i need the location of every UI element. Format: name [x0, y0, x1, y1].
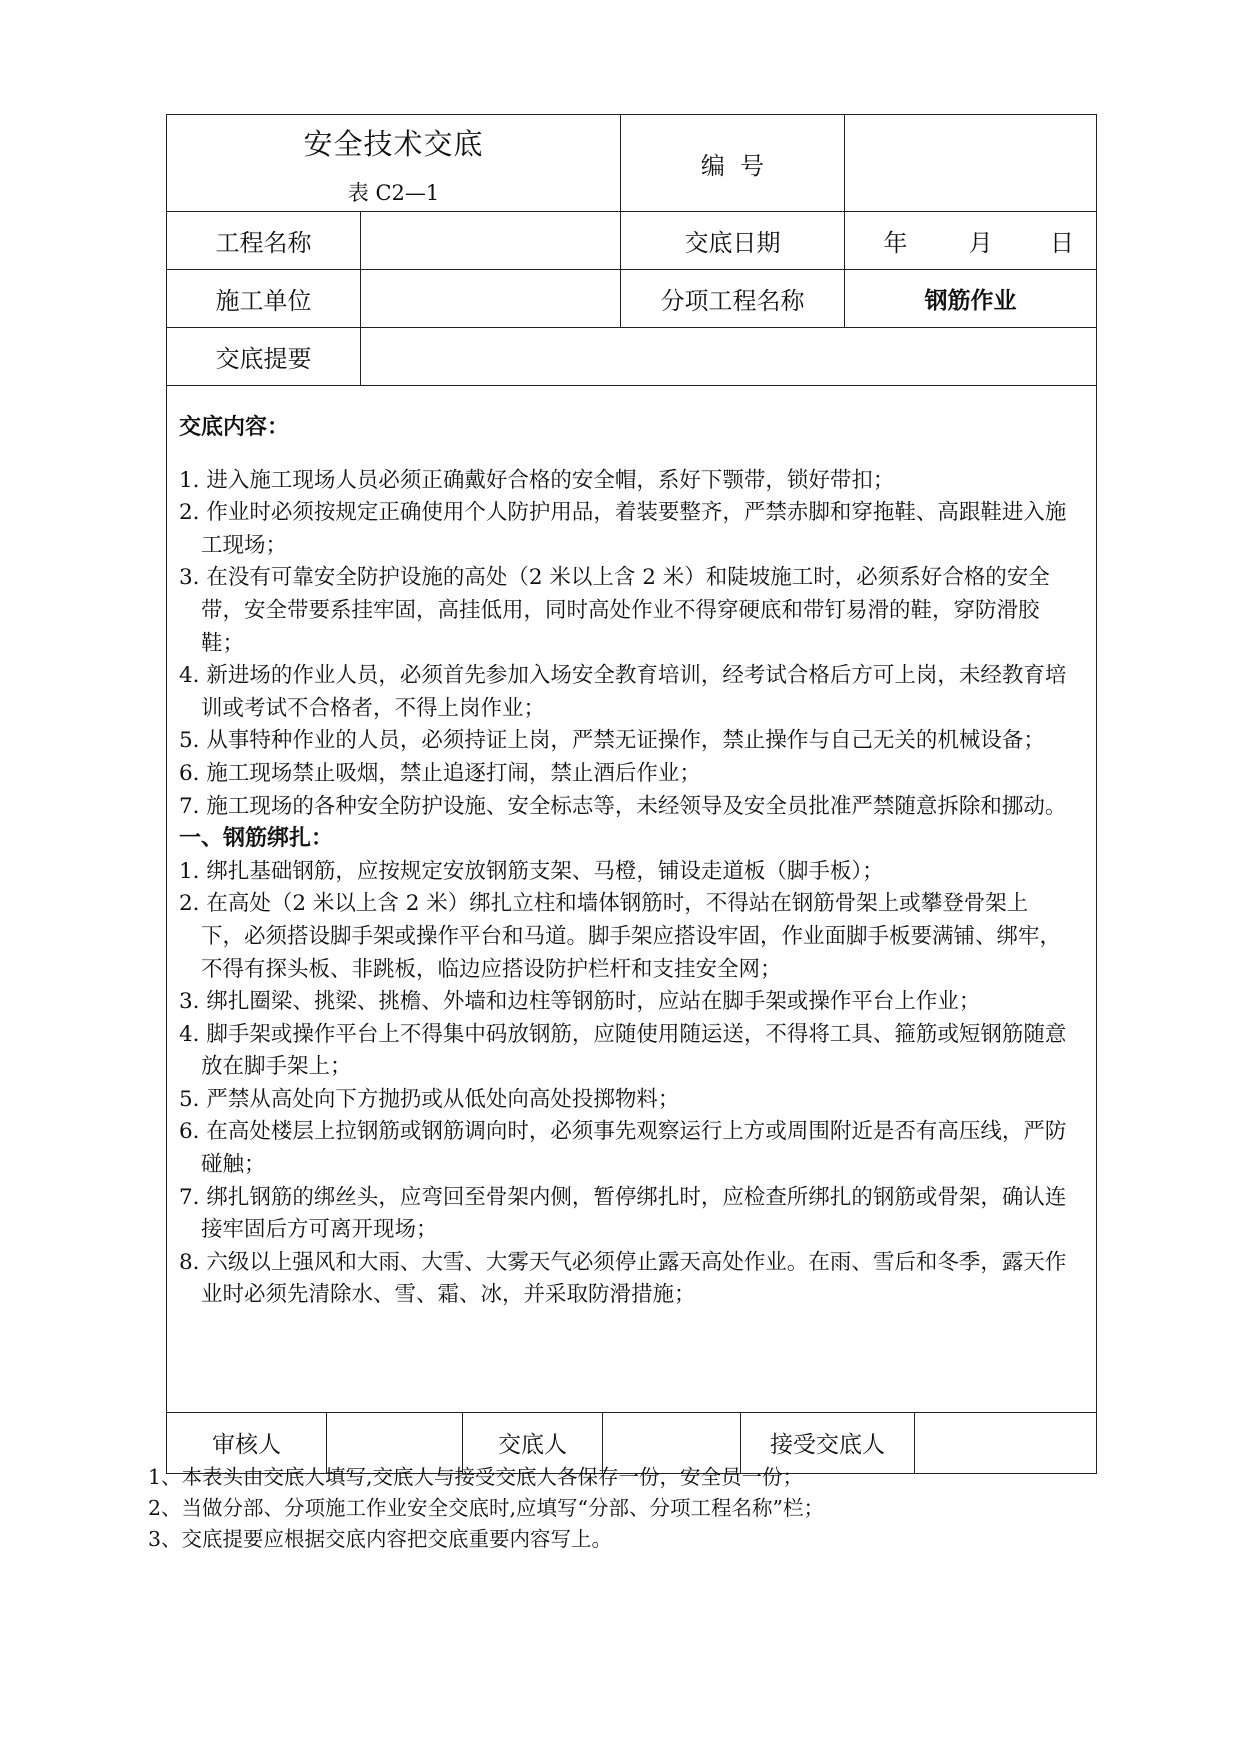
- number-label: 编 号: [621, 115, 845, 212]
- list-item: 6. 施工现场禁止吸烟，禁止追逐打闹，禁止酒后作业；: [179, 760, 701, 786]
- discloser-label: 交底人: [463, 1412, 603, 1473]
- footnote: 3、交底提要应根据交底内容把交底重要内容写上。: [148, 1527, 613, 1551]
- list-item: 7. 绑扎钢筋的绑丝头，应弯回至骨架内侧，暂停绑扎时，应检查所绑扎的钢筋或骨架，确认连接牢固后方可离开现场；: [179, 1184, 1067, 1243]
- date-label: 交底日期: [621, 212, 845, 270]
- contractor-label: 施工单位: [167, 270, 361, 328]
- footnotes: [148, 1462, 824, 1555]
- receiver-label: 接受交底人: [741, 1412, 915, 1473]
- list-item: 8. 六级以上强风和大雨、大雪、大雾天气必须停止露天高处作业。在雨、雪后和冬季，露天作业时必须先清除水、雪、霜、冰，并采取防滑措施；: [179, 1249, 1067, 1308]
- footnote: 2、当做分部、分项施工作业安全交底时,应填写“分部、分项工程名称”栏；: [148, 1496, 825, 1520]
- list-item: 4. 新进场的作业人员，必须首先参加入场安全教育培训，经考试合格后方可上岗，未经教育培训或考试不合格者，不得上岗作业；: [179, 663, 1067, 721]
- form-code: 表 C2—1: [347, 180, 440, 205]
- list-item: 2. 在高处（2 米以上含 2 米）绑扎立柱和墙体钢筋时，不得站在钢筋骨架上或攀登骨架上下，必须搭设脚手架或操作平台和马道。脚手架应搭设牢固，作业面脚手板要满铺、绑牢，不得有探头板、非跳板，临边应搭设防护栏杆和支挂安全网；: [179, 891, 1062, 982]
- title-cell: [167, 115, 621, 212]
- list-item: 4. 脚手架或操作平台上不得集中码放钢筋，应随使用随运送，不得将工具、箍筋或短钢筋随意放在脚手架上；: [179, 1021, 1067, 1080]
- general-items-list: [179, 465, 1068, 824]
- number-field[interactable]: [845, 115, 1097, 212]
- disclosure-content: [167, 386, 1096, 1312]
- form-title: 安全技术交底: [303, 126, 484, 161]
- section-heading: 一、钢筋绑扎：: [179, 826, 334, 852]
- subitem-field[interactable]: 钢筋作业: [845, 270, 1097, 328]
- contractor-field[interactable]: [361, 270, 621, 328]
- safety-disclosure-form: [166, 114, 1096, 1474]
- list-item: 3. 在没有可靠安全防护设施的高处（2 米以上含 2 米）和陡坡施工时，必须系好合格的安全带，安全带要系挂牢固，高挂低用，同时高处作业不得穿硬底和带钉易滑的鞋，穿防滑胶鞋；: [179, 565, 1050, 656]
- list-item: 1. 进入施工现场人员必须正确戴好合格的安全帽，系好下颚带，锁好带扣；: [179, 467, 895, 493]
- date-day: 日: [1050, 229, 1075, 257]
- list-item: 5. 从事特种作业的人员，必须持证上岗，严禁无证操作，禁止操作与自己无关的机械设备；: [179, 728, 1045, 754]
- form-header-table: [166, 114, 1097, 1413]
- list-item: 3. 绑扎圈梁、挑梁、挑檐、外墙和边柱等钢筋时，应站在脚手架或操作平台上作业；: [179, 989, 981, 1015]
- date-year: 年: [883, 229, 908, 257]
- rebar-items-list: [179, 856, 1068, 1312]
- list-item: 6. 在高处楼层上拉钢筋或钢筋调向时，必须事先观察运行上方或周围附近是否有高压线，严防碰触；: [179, 1119, 1067, 1178]
- list-item: 5. 严禁从高处向下方抛扔或从低处向高处投掷物料；: [179, 1086, 680, 1112]
- footnote: 1、本表头由交底人填写,交底人与接受交底人各保存一份，安全员一份；: [148, 1465, 804, 1489]
- date-field[interactable]: [845, 212, 1097, 270]
- subitem-label: 分项工程名称: [621, 270, 845, 328]
- list-item: 2. 作业时必须按规定正确使用个人防护用品，着装要整齐，严禁赤脚和穿拖鞋、高跟鞋进入施工现场；: [179, 500, 1067, 558]
- list-item: 7. 施工现场的各种安全防护设施、安全标志等，未经领导及安全员批准严禁随意拆除和挪动。: [179, 793, 1067, 819]
- summary-label: 交底提要: [167, 328, 361, 386]
- project-name-field[interactable]: [361, 212, 621, 270]
- list-item: 1. 绑扎基础钢筋，应按规定安放钢筋支架、马橙，铺设走道板（脚手板）；: [179, 858, 884, 884]
- project-name-label: 工程名称: [167, 212, 361, 270]
- date-month: 月: [968, 229, 993, 257]
- reviewer-label: 审核人: [167, 1412, 327, 1473]
- content-cell: [167, 386, 1097, 1413]
- content-heading: 交底内容：: [179, 415, 290, 440]
- summary-field[interactable]: [361, 328, 1097, 386]
- receiver-field[interactable]: [915, 1412, 1097, 1473]
